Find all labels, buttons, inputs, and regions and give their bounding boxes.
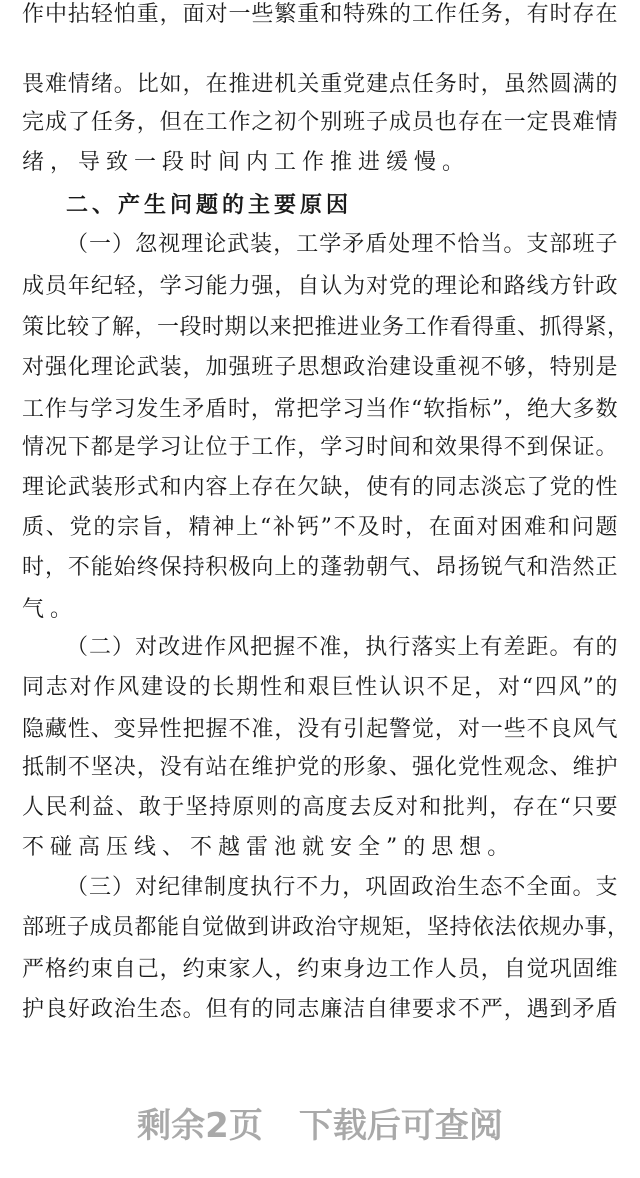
text-line: （一）忽视理论武装，工学矛盾处理不恰当。支部班子	[66, 232, 618, 257]
text-line: 质、党的宗旨，精神上“补钙”不及时，在面对困难和问题	[22, 515, 618, 540]
text-line: 理论武装形式和内容上存在欠缺，使有的同志淡忘了党的性	[22, 475, 618, 500]
text-line: 不碰高压线、不越雷池就安全”的思想。	[22, 835, 516, 860]
text-line: 成员年纪轻，学习能力强，自认为对党的理论和路线方针政	[22, 274, 618, 299]
text-line: （二）对改进作风把握不准，执行落实上有差距。有的	[66, 635, 618, 660]
text-line: 畏难情绪。比如，在推进机关重党建点任务时，虽然圆满的	[22, 72, 618, 97]
text-line: 隐藏性、变异性把握不准，没有引起警觉，对一些不良风气	[22, 717, 618, 742]
text-line: 策比较了解，一段时期以来把推进业务工作看得重、抓得紧，	[22, 315, 630, 340]
text-line: （三）对纪律制度执行不力，巩固政治生态不全面。支	[66, 875, 618, 900]
text-line: 气。	[22, 597, 79, 622]
text-line: 护良好政治生态。但有的同志廉洁自律要求不严，遇到矛盾	[22, 997, 618, 1022]
section-heading: 二、产生问题的主要原因	[66, 192, 353, 218]
text-line: 严格约束自己，约束家人，约束身边工作人员，自觉巩固维	[22, 957, 618, 982]
text-line: 同志对作风建设的长期性和艰巨性认识不足，对“四风”的	[22, 675, 618, 700]
download-prompt[interactable]	[0, 1098, 640, 1147]
text-line: 人民利益、敢于坚持原则的高度去反对和批判，存在“只要	[22, 795, 618, 820]
remaining-pages-label: 剩余2页	[137, 1106, 263, 1146]
text-line: 情况下都是学习让位于工作，学习时间和效果得不到保证。	[22, 435, 618, 460]
text-line: 工作与学习发生矛盾时，常把学习当作“软指标”，绝大多数	[22, 397, 618, 422]
text-line: 对强化理论武装，加强班子思想政治建设重视不够，特别是	[22, 355, 618, 380]
download-to-view-label[interactable]: 下载后可查阅	[298, 1106, 503, 1146]
text-line: 绪，导致一段时间内工作推进缓慢。	[22, 150, 471, 175]
text-line: 完成了任务，但在工作之初个别班子成员也存在一定畏难情	[22, 110, 618, 135]
text-line: 部班子成员都能自觉做到讲政治守规矩，坚持依法依规办事，	[22, 915, 630, 940]
text-line: 作中拈轻怕重，面对一些繁重和特殊的工作任务，有时存在	[22, 2, 618, 27]
text-line: 时，不能始终保持积极向上的蓬勃朝气、昂扬锐气和浩然正	[22, 555, 618, 580]
text-line: 抵制不坚决，没有站在维护党的形象、强化党性观念、维护	[22, 755, 618, 780]
